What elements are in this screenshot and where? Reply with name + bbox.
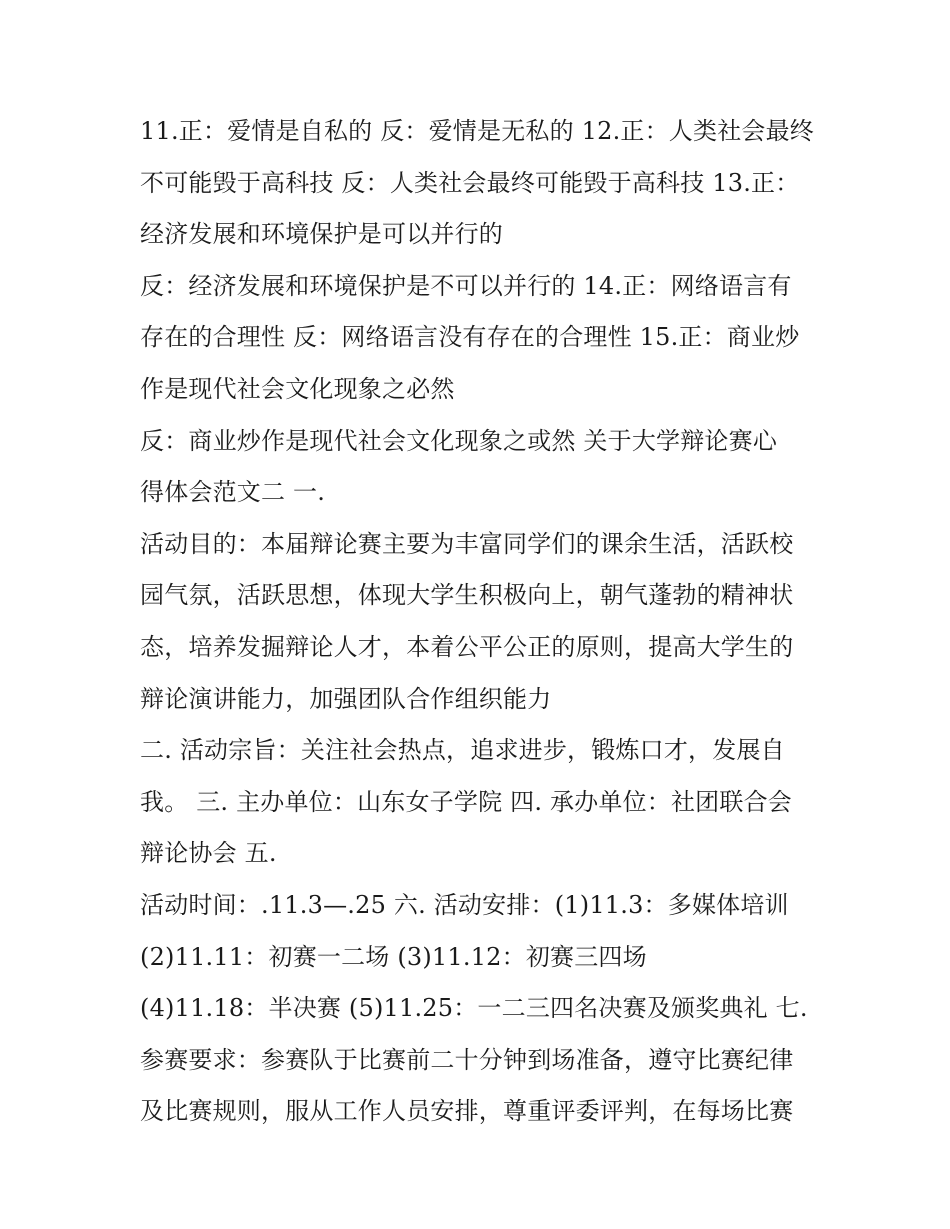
text-line: 参赛要求：参赛队于比赛前二十分钟到场准备，遵守比赛纪律 bbox=[140, 1045, 794, 1074]
text-line: 二. 活动宗旨：关注社会热点，追求进步，锻炼口才，发展自 bbox=[140, 736, 785, 765]
text-line: 活动时间：.11.3—.25 六. 活动安排：(1)11.3：多媒体培训 bbox=[140, 890, 789, 919]
text-line: 园气氛，活跃思想，体现大学生积极向上，朝气蓬勃的精神状 bbox=[140, 581, 794, 610]
text-line: 反：经济发展和环境保护是不可以并行的 14.正：网络语言有 bbox=[140, 271, 792, 300]
text-line: 及比赛规则，服从工作人员安排，尊重评委评判，在每场比赛 bbox=[140, 1097, 794, 1126]
text-line: (2)11.11：初赛一二场 (3)11.12：初赛三四场 bbox=[140, 942, 647, 971]
text-line: 辩论协会 五. bbox=[140, 839, 277, 868]
text-line: 得体会范文二 一. bbox=[140, 478, 326, 507]
text-line: 反：商业炒作是现代社会文化现象之或然 关于大学辩论赛心 bbox=[140, 426, 778, 455]
text-line: 经济发展和环境保护是可以并行的 bbox=[140, 220, 503, 249]
text-line: 活动目的：本届辩论赛主要为丰富同学们的课余生活，活跃校 bbox=[140, 529, 794, 558]
text-line: 我。 三. 主办单位：山东女子学院 四. 承办单位：社团联合会 bbox=[140, 787, 792, 816]
text-line: 11.正：爱情是自私的 反：爱情是无私的 12.正：人类社会最终 bbox=[140, 117, 814, 145]
text-line: 存在的合理性 反：网络语言没有存在的合理性 15.正：商业炒 bbox=[140, 323, 800, 352]
text-line: 作是现代社会文化现象之必然 bbox=[140, 374, 455, 403]
text-line: 辩论演讲能力，加强团队合作组织能力 bbox=[140, 684, 552, 713]
text-line: 态，培养发掘辩论人才，本着公平公正的原则，提高大学生的 bbox=[140, 632, 794, 661]
document-body bbox=[140, 106, 820, 1138]
text-line: 不可能毁于高科技 反：人类社会最终可能毁于高科技 13.正： bbox=[140, 168, 800, 197]
text-line: (4)11.18：半决赛 (5)11.25：一二三四名决赛及颁奖典礼 七. bbox=[140, 994, 808, 1023]
